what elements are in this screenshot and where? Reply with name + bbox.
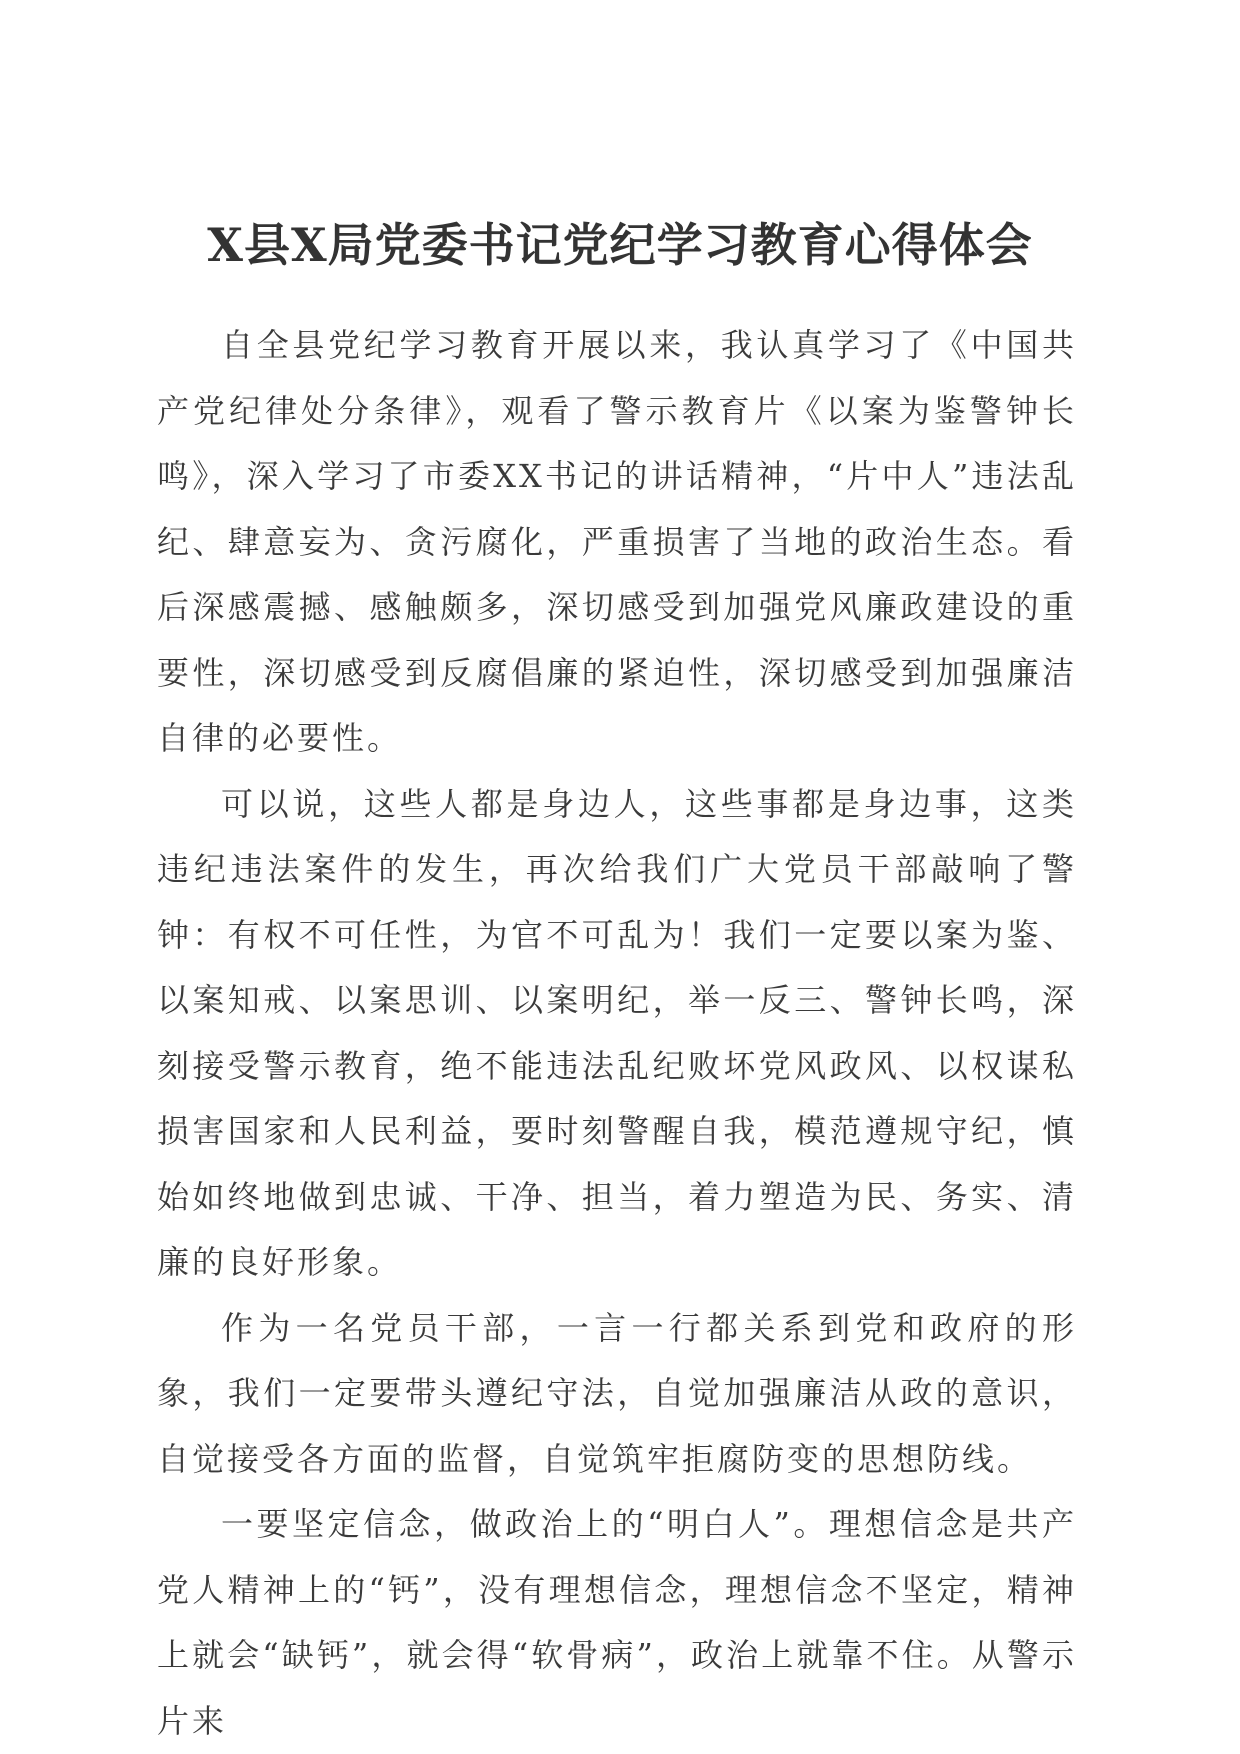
- document-title: X县X局党委书记党纪学习教育心得体会: [207, 218, 1033, 272]
- paragraph-2: 可以说，这些人都是身边人，这些事都是身边事，这类违纪违法案件的发生，再次给我们广大党员干部敲响了警钟：有权不可任性，为官不可乱为！我们一定要以案为鉴、以案知戒、以案思训、以案明纪，举一反三、警钟长鸣，深刻接受警示教育，绝不能违法乱纪败坏党风政风、以权谋私损害国家和人民利益，要时刻警醒自我，模范遵规守纪，慎始如终地做到忠诚、干净、担当，着力塑造为民、务实、清廉的良好形象。: [157, 784, 1077, 1281]
- paragraph-4: 一要坚定信念，做政治上的“明白人”。理想信念是共产党人精神上的“钙”，没有理想信念，理想信念不坚定，精神上就会“缺钙”，就会得“软骨病”，政治上就靠不住。从警示片来: [157, 1505, 1077, 1740]
- document-body: [157, 313, 1077, 1754]
- paragraph-3: 作为一名党员干部，一言一行都关系到党和政府的形象，我们一定要带头遵纪守法，自觉加强廉洁从政的意识，自觉接受各方面的监督，自觉筑牢拒腐防变的思想防线。: [157, 1308, 1077, 1478]
- paragraph-1: 自全县党纪学习教育开展以来，我认真学习了《中国共产党纪律处分条律》，观看了警示教育片《以案为鉴警钟长鸣》，深入学习了市委XX书记的讲话精神，“片中人”违法乱纪、肆意妄为、贪污腐化，严重损害了当地的政治生态。看后深感震撼、感触颇多，深切感受到加强党风廉政建设的重要性，深切感受到反腐倡廉的紧迫性，深切感受到加强廉洁自律的必要性。: [157, 326, 1077, 757]
